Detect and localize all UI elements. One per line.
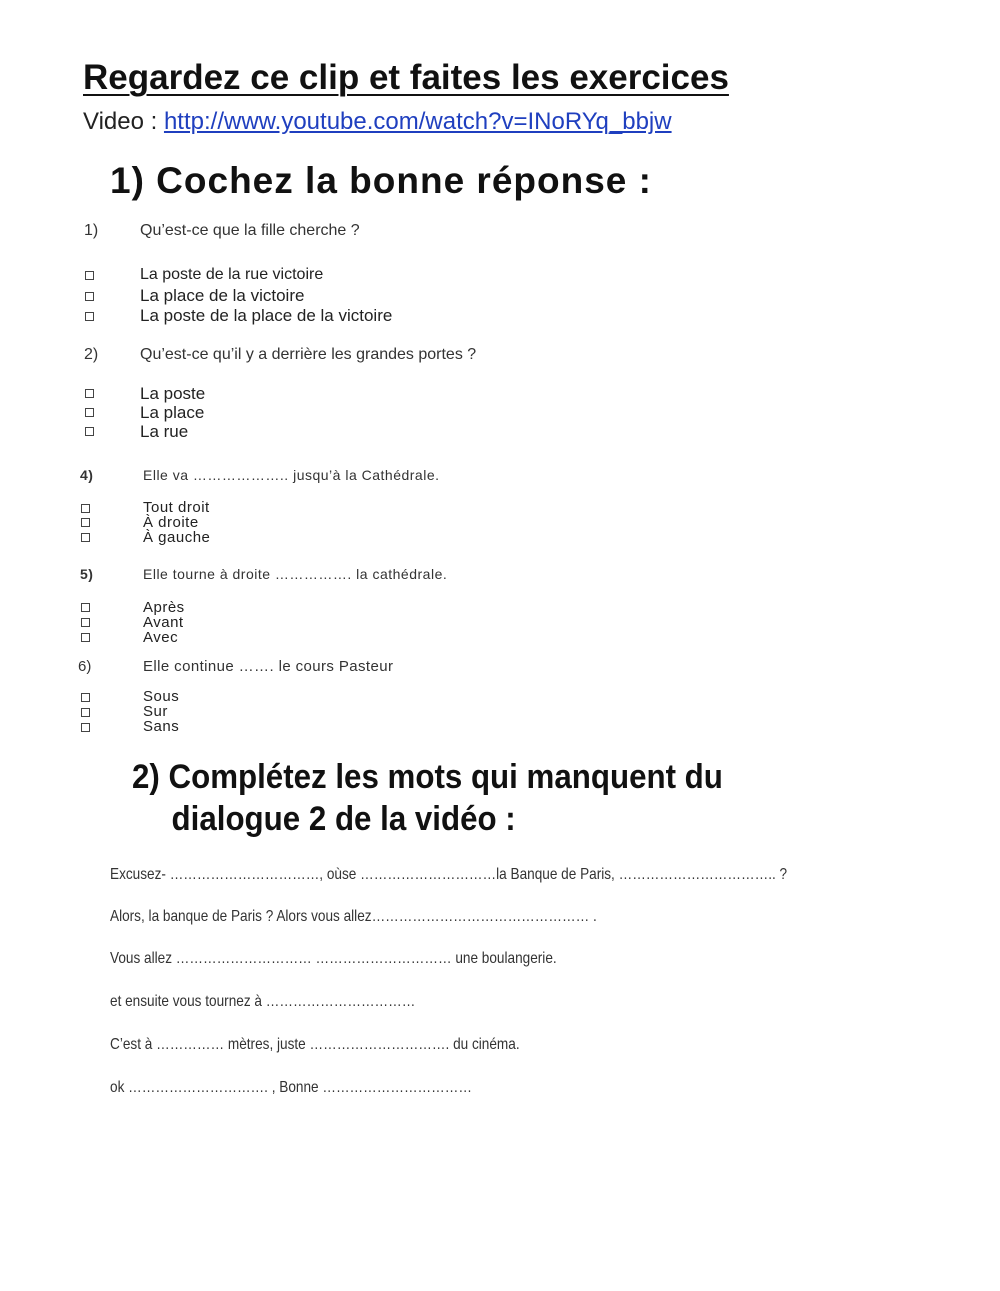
section1-heading: 1) Cochez la bonne réponse : [110,160,652,201]
dialogue-line: Vous allez ………………………… ………………………… une boulangerie. [110,950,557,967]
dialogue-line: Excusez- ……………………………, oùse …………………………la Banque de Paris, …………………………….. ? [110,866,788,883]
dialogue-line: et ensuite vous tournez à …………………………… [110,993,416,1010]
video-line [83,108,672,136]
section2-heading-line2: dialogue 2 de la vidéo : [171,800,516,838]
option-label: Sans [143,718,180,735]
checkbox[interactable] [85,271,94,280]
checkbox[interactable] [81,708,90,717]
checkbox[interactable] [81,618,90,627]
dialogue-line: C’est à …………… mètres, juste …………………………. du cinéma. [110,1036,520,1053]
option-label: Après [143,599,185,616]
question-text: Elle tourne à droite ……………. la cathédrale. [143,566,448,582]
option-label: Sur [143,703,168,720]
checkbox[interactable] [81,723,90,732]
checkbox[interactable] [85,292,94,301]
checkbox[interactable] [81,533,90,542]
question-number: 4) [80,467,94,483]
page-title: Regardez ce clip et faites les exercices [83,58,729,97]
video-link[interactable]: http://www.youtube.com/watch?v=INoRYq_bbjw [163,108,672,135]
question-text: Qu’est-ce qu’il y a derrière les grandes portes ? [140,346,477,363]
option-label: Sous [143,688,180,705]
option-label: À droite [143,514,199,531]
checkbox[interactable] [85,389,94,398]
option-label: À gauche [143,529,211,546]
question-number: 1) [84,222,99,239]
checkbox[interactable] [81,504,90,513]
option-label: Avec [143,629,179,646]
checkbox[interactable] [85,427,94,436]
video-label: Video : [83,108,164,135]
checkbox[interactable] [85,312,94,321]
option-label: Tout droit [143,499,210,516]
dialogue-line: Alors, la banque de Paris ? Alors vous allez………………………………………… . [110,908,597,925]
checkbox[interactable] [81,693,90,702]
question-text: Elle continue ……. le cours Pasteur [143,658,394,675]
question-number: 5) [80,566,94,582]
option-label: La poste [140,384,206,403]
option-label: La poste de la rue victoire [140,266,324,283]
option-label: La poste de la place de la victoire [140,306,393,325]
checkbox[interactable] [81,518,90,527]
section2-heading [132,756,723,840]
question-number: 2) [84,346,99,363]
option-label: La place de la victoire [140,286,305,305]
checkbox[interactable] [81,633,90,642]
option-label: La rue [140,422,189,441]
section2-heading-line1: 2) Complétez les mots qui manquent du [132,758,723,796]
option-label: La place [140,403,205,422]
question-text: Qu’est-ce que la fille cherche ? [140,222,360,239]
option-label: Avant [143,614,184,631]
dialogue-line: ok …………………………. , Bonne …………………………… [110,1079,472,1096]
question-number: 6) [78,658,92,675]
question-text: Elle va ……………….. jusqu’à la Cathédrale. [143,467,440,483]
checkbox[interactable] [85,408,94,417]
checkbox[interactable] [81,603,90,612]
